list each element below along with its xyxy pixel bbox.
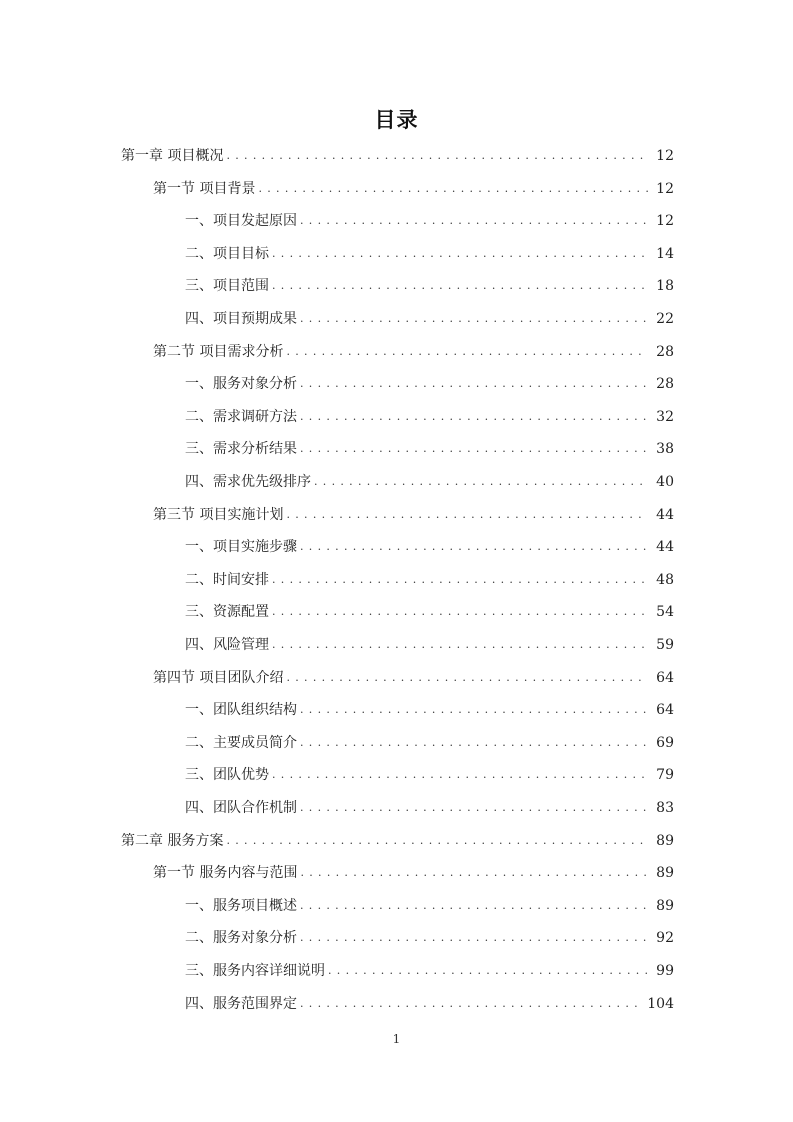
toc-entry-label: 一、项目实施步骤: [185, 539, 297, 556]
toc-entry-label: 三、团队优势: [185, 767, 269, 784]
toc-entry-page-number: 44: [656, 506, 674, 523]
toc-entry-page-number: 89: [656, 832, 674, 849]
toc-entry-page-number: 83: [656, 800, 674, 816]
toc-dot-leader: [272, 270, 648, 302]
toc-entry-page-number: 89: [656, 865, 674, 882]
toc-entry[interactable]: [185, 922, 674, 954]
toc-entry[interactable]: [185, 564, 674, 596]
toc-entry[interactable]: [185, 238, 674, 270]
toc-entry[interactable]: [185, 466, 674, 498]
toc-entry-page-number: 28: [656, 376, 674, 393]
toc-entry-page-number: 22: [656, 311, 674, 327]
toc-entry-label: 二、服务对象分析: [185, 930, 297, 947]
toc-entry-label: 四、项目预期成果: [185, 311, 297, 327]
toc-entry-label: 三、项目范围: [185, 278, 269, 295]
toc-entry-page-number: 28: [656, 343, 674, 360]
toc-entry-page-number: 38: [656, 441, 674, 458]
toc-dot-leader: [300, 531, 648, 563]
toc-dot-leader: [272, 596, 648, 628]
toc-dot-leader: [300, 727, 648, 759]
toc-entry[interactable]: [185, 270, 674, 302]
toc-entry[interactable]: [185, 890, 674, 922]
toc-entry-page-number: 79: [656, 767, 674, 784]
toc-entry-page-number: 64: [656, 702, 674, 719]
toc-dot-leader: [286, 499, 648, 531]
toc-entry-label: 一、服务对象分析: [185, 376, 297, 393]
toc-entry-label: 三、需求分析结果: [185, 441, 297, 458]
toc-entry-label: 二、需求调研方法: [185, 408, 297, 425]
toc-entry[interactable]: [185, 988, 674, 1020]
toc-entry-label: 四、需求优先级排序: [185, 474, 311, 490]
page-number: 1: [392, 1032, 401, 1046]
toc-entry-label: 第二节 项目需求分析: [153, 343, 284, 360]
toc-entry[interactable]: [185, 401, 674, 433]
toc-entry-label: 第四节 项目团队介绍: [153, 669, 284, 686]
toc-entry-label: 三、资源配置: [185, 604, 269, 621]
toc-entry[interactable]: [185, 596, 674, 628]
toc-entry[interactable]: [185, 759, 674, 791]
toc-entry[interactable]: [121, 825, 674, 857]
toc-dot-leader: [226, 140, 648, 172]
toc-dot-leader: [300, 792, 648, 824]
toc-entry-page-number: 12: [656, 180, 674, 197]
toc-dot-leader: [286, 662, 648, 694]
toc-entry-label: 二、主要成员简介: [185, 734, 297, 751]
toc-entry-page-number: 14: [656, 245, 674, 262]
toc-dot-leader: [300, 988, 639, 1020]
toc-entry[interactable]: [185, 727, 674, 759]
toc-entry-page-number: 64: [656, 669, 674, 686]
toc-entry-label: 一、服务项目概述: [185, 897, 297, 914]
toc-dot-leader: [272, 629, 648, 661]
toc-dot-leader: [300, 890, 648, 922]
toc-entry-page-number: 48: [656, 571, 674, 588]
toc-dot-leader: [272, 759, 648, 791]
toc-entry[interactable]: [185, 303, 674, 335]
toc-entry[interactable]: [185, 433, 674, 465]
toc-entry-page-number: 59: [656, 637, 674, 653]
toc-entry-label: 一、团队组织结构: [185, 702, 297, 719]
toc-dot-leader: [226, 825, 648, 857]
toc-entry-label: 四、团队合作机制: [185, 800, 297, 816]
toc-dot-leader: [272, 564, 648, 596]
toc-entry-label: 第三节 项目实施计划: [153, 506, 284, 523]
toc-entry-page-number: 18: [656, 278, 674, 295]
toc-entry[interactable]: [185, 792, 674, 824]
toc-entry-label: 一、项目发起原因: [185, 213, 297, 230]
toc-entry[interactable]: [153, 499, 674, 531]
toc-entry-page-number: 40: [656, 474, 674, 490]
toc-entry-label: 第一章 项目概况: [121, 148, 224, 164]
toc-entry-label: 二、项目目标: [185, 245, 269, 262]
toc-dot-leader: [300, 303, 648, 335]
toc-entry-page-number: 69: [656, 734, 674, 751]
toc-entry-label: 第二章 服务方案: [121, 832, 224, 849]
toc-entry-page-number: 99: [656, 963, 674, 979]
page-title: 目录: [374, 108, 419, 132]
toc-entry[interactable]: [153, 857, 674, 889]
toc-entry-page-number: 89: [656, 897, 674, 914]
toc-entry-label: 第一节 服务内容与范围: [153, 865, 298, 882]
toc-entry[interactable]: [153, 336, 674, 368]
toc-entry-label: 第一节 项目背景: [153, 180, 256, 197]
toc-entry-page-number: 32: [656, 408, 674, 425]
toc-dot-leader: [286, 336, 648, 368]
toc-entry[interactable]: [153, 173, 674, 205]
toc-entry[interactable]: [185, 955, 674, 987]
toc-dot-leader: [300, 922, 648, 954]
toc-dot-leader: [272, 238, 648, 270]
toc-entry-page-number: 54: [656, 604, 674, 621]
toc-entry-page-number: 92: [656, 930, 674, 947]
toc-entry-label: 三、服务内容详细说明: [185, 963, 325, 979]
toc-entry[interactable]: [121, 140, 674, 172]
toc-dot-leader: [300, 694, 648, 726]
toc-dot-leader: [314, 466, 648, 498]
toc-entry-page-number: 12: [656, 213, 674, 230]
toc-entry-page-number: 104: [647, 995, 674, 1012]
toc-dot-leader: [258, 173, 648, 205]
toc-entry[interactable]: [185, 694, 674, 726]
toc-entry-label: 二、时间安排: [185, 571, 269, 588]
toc-dot-leader: [300, 205, 648, 237]
toc-entry[interactable]: [185, 531, 674, 563]
toc-dot-leader: [300, 433, 648, 465]
toc-entry-page-number: 12: [656, 148, 674, 164]
toc-entry[interactable]: [153, 662, 674, 694]
toc-dot-leader: [300, 857, 648, 889]
toc-entry[interactable]: [185, 629, 674, 661]
toc-entry[interactable]: [185, 205, 674, 237]
toc-entry[interactable]: [185, 368, 674, 400]
toc-entry-label: 四、风险管理: [185, 637, 269, 653]
toc-dot-leader: [300, 401, 648, 433]
toc-entry-page-number: 44: [656, 539, 674, 556]
toc-dot-leader: [300, 368, 648, 400]
toc-entry-label: 四、服务范围界定: [185, 995, 297, 1012]
toc-dot-leader: [328, 955, 648, 987]
